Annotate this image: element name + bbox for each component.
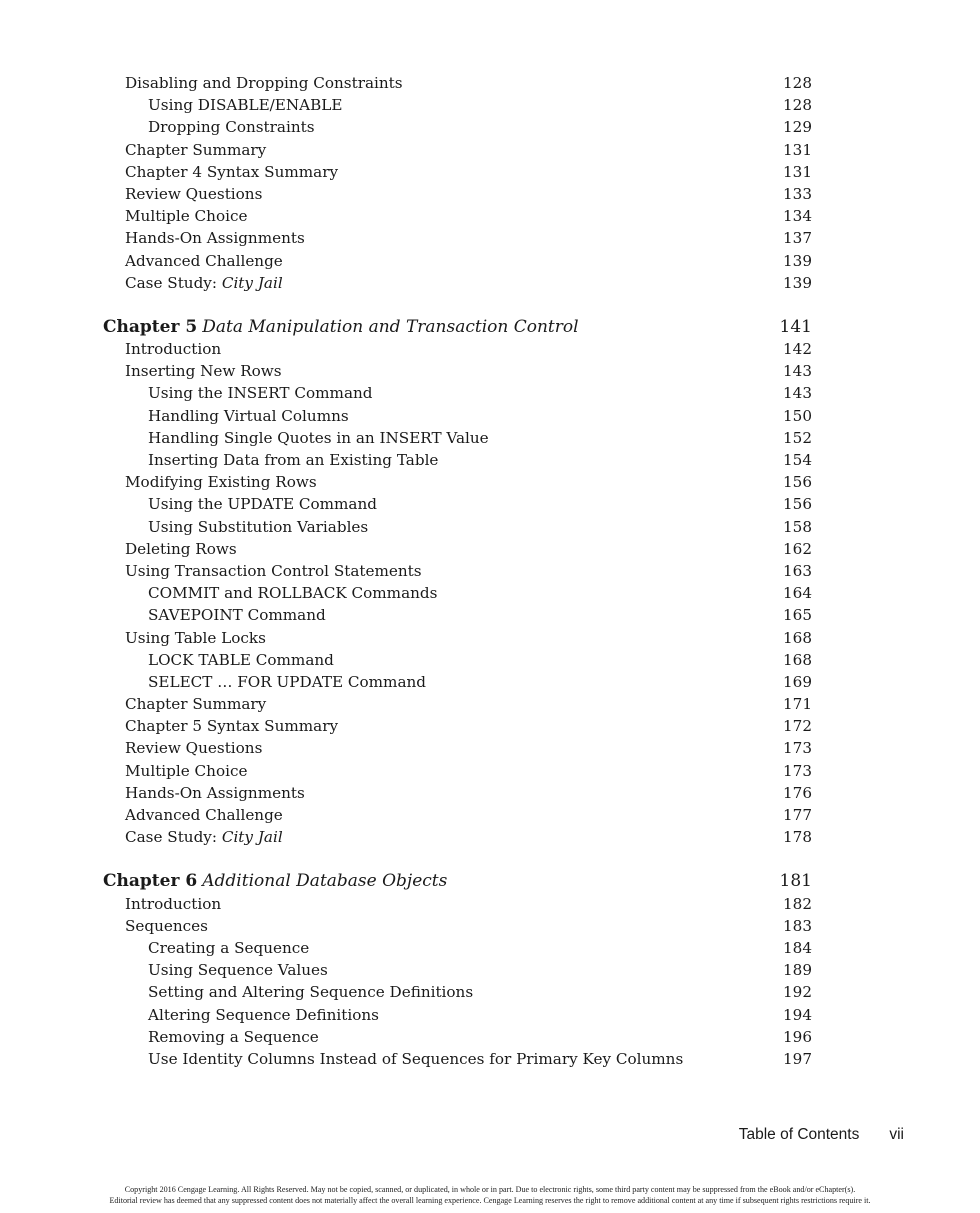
toc-subsection-entry	[0, 516, 980, 538]
toc-subsection-entry	[0, 1004, 980, 1026]
toc-entry-text: Removing a Sequence	[148, 1027, 319, 1046]
toc-page-number: 181	[779, 871, 812, 892]
toc-entry-title	[125, 161, 338, 183]
toc-entry-title	[125, 72, 403, 94]
toc-page-number: 137	[783, 229, 812, 248]
toc-page-number: 192	[783, 983, 812, 1002]
toc-subsection-entry	[0, 94, 980, 116]
toc-page-number: 129	[783, 118, 812, 137]
copyright-line-1: Copyright 2016 Cengage Learning. All Rights Reserved. May not be copied, scanned, or duplicated, in whole or in part. Due to electronic rights, some third party content may be suppressed from the eBook and/or eChapter(s).	[124, 1185, 856, 1194]
toc-subsection-entry	[0, 1048, 980, 1070]
toc-page-number: 139	[783, 273, 812, 292]
toc-section-entry	[0, 915, 980, 937]
toc-entry-text: Sequences	[125, 916, 208, 935]
chapter-heading	[0, 870, 980, 892]
toc-subsection-entry	[0, 981, 980, 1003]
toc-section-entry	[0, 227, 980, 249]
toc-page-number: 168	[783, 650, 812, 669]
toc-subsection-entry	[0, 582, 980, 604]
toc-page-number: 165	[783, 606, 812, 625]
toc-entry-title	[125, 782, 305, 804]
toc-page-number: 184	[783, 938, 812, 957]
toc-section-entry	[0, 471, 980, 493]
toc-entry-title	[148, 516, 368, 538]
toc-page-number: 182	[783, 894, 812, 913]
toc-entry-title	[125, 205, 247, 227]
toc-subsection-entry	[0, 382, 980, 404]
toc-entry-title	[125, 693, 266, 715]
toc-section-entry	[0, 272, 980, 294]
running-footer	[739, 1126, 904, 1144]
toc-entry-title	[148, 1004, 379, 1026]
toc-entry-text: Review Questions	[125, 184, 263, 203]
toc-page-number: 128	[783, 96, 812, 115]
toc-entry-title	[125, 272, 283, 294]
toc-subsection-entry	[0, 405, 980, 427]
toc-page-number: 150	[783, 406, 812, 425]
toc-section-entry	[0, 250, 980, 272]
toc-entry-text: Dropping Constraints	[148, 118, 315, 137]
toc-subsection-entry	[0, 427, 980, 449]
toc-entry-title	[148, 671, 426, 693]
toc-entry-title	[125, 338, 221, 360]
toc-entry-text: Case Study:	[125, 828, 222, 847]
toc-entry-text: Handling Virtual Columns	[148, 406, 349, 425]
toc-section-entry	[0, 782, 980, 804]
toc-entry-text: Using Substitution Variables	[148, 517, 369, 536]
toc-entry-title	[148, 405, 349, 427]
toc-entry-text: Deleting Rows	[125, 539, 237, 558]
toc-entry-italic: City Jail	[221, 273, 283, 292]
toc-page-number: 183	[783, 916, 812, 935]
toc-entry-title	[148, 449, 438, 471]
copyright-line-2: Editorial review has deemed that any suppressed content does not materially affect the overall learning experience. Cengage Learning reserves the right to remove additional content at any time if subsequent rights restrictions require it.	[109, 1195, 871, 1205]
toc-entry-title	[148, 382, 373, 404]
toc-page-number: 152	[783, 428, 812, 447]
toc-section-entry	[0, 72, 980, 94]
toc-entry-title	[148, 1026, 319, 1048]
toc-entry-text: Handling Single Quotes in an INSERT Value	[148, 428, 489, 447]
toc-entry-text: Inserting Data from an Existing Table	[148, 451, 439, 469]
toc-page-number: 143	[783, 384, 812, 403]
toc-section-entry	[0, 893, 980, 915]
toc-entry-text: Review Questions	[125, 739, 263, 758]
toc-page-number: 163	[783, 561, 812, 580]
toc-entry-title	[125, 183, 262, 205]
toc-page-number: 131	[783, 140, 812, 159]
chapter-title: Data Manipulation and Transaction Control	[202, 316, 579, 337]
chapter-title: Additional Database Objects	[202, 871, 448, 892]
toc-entry-text: Using Table Locks	[125, 628, 266, 647]
toc-section-entry	[0, 693, 980, 715]
toc-section-entry	[0, 760, 980, 782]
toc-entry-text: Creating a Sequence	[148, 938, 310, 957]
toc-entry-title	[148, 981, 473, 1003]
toc-entry-text: Multiple Choice	[125, 207, 248, 226]
toc-entry-title	[148, 427, 489, 449]
toc-entry-title	[148, 94, 342, 116]
toc-page-number: 178	[783, 828, 812, 847]
toc-page-number: 168	[783, 628, 812, 647]
toc-entry-text: Chapter 5 Syntax Summary	[125, 717, 339, 736]
toc-section-entry	[0, 627, 980, 649]
toc-page-number: 173	[783, 761, 812, 780]
toc-section-entry	[0, 139, 980, 161]
toc-entry-text: Setting and Altering Sequence Definitions	[148, 983, 474, 1002]
toc-entry-text: Inserting New Rows	[125, 362, 282, 381]
toc-entry-title	[148, 116, 315, 138]
toc-entry-text: Using the UPDATE Command	[148, 495, 377, 514]
toc-entry-text: Case Study:	[125, 273, 222, 292]
toc-entry-title	[125, 360, 282, 382]
toc-subsection-entry	[0, 959, 980, 981]
toc-entry-title	[125, 737, 262, 759]
toc-section-entry	[0, 715, 980, 737]
toc-page-number: 169	[783, 672, 812, 691]
toc-page-number: 156	[783, 473, 812, 492]
toc-page-number: 142	[783, 340, 812, 359]
toc-entry-title	[148, 493, 377, 515]
toc-entry-title	[125, 139, 266, 161]
toc-subsection-entry	[0, 493, 980, 515]
toc-page-number: 156	[783, 495, 812, 514]
toc-page-number: 164	[783, 584, 812, 603]
toc-entry-text: COMMIT and ROLLBACK Commands	[148, 584, 438, 603]
toc-entry-title	[148, 604, 326, 626]
toc-section-entry	[0, 338, 980, 360]
toc-subsection-entry	[0, 1026, 980, 1048]
toc-entry-title	[125, 227, 305, 249]
toc-page-number: 128	[783, 74, 812, 92]
toc-page-number: 141	[779, 316, 812, 337]
toc-section-entry	[0, 183, 980, 205]
toc-entry-text: Hands-On Assignments	[125, 229, 305, 248]
table-of-contents	[0, 72, 980, 1070]
toc-entry-text: Introduction	[125, 894, 222, 913]
toc-entry-title	[148, 937, 309, 959]
toc-entry-text: Introduction	[125, 340, 222, 359]
toc-section-entry	[0, 560, 980, 582]
chapter-word: Chapter	[103, 871, 180, 892]
toc-page-number: 172	[783, 717, 812, 736]
chapter-word: Chapter	[103, 316, 180, 337]
footer-section-label: Table of Contents	[738, 1126, 860, 1143]
chapter-heading-label	[103, 316, 579, 338]
toc-entry-text: SELECT … FOR UPDATE Command	[148, 672, 427, 691]
toc-subsection-entry	[0, 116, 980, 138]
toc-section-entry	[0, 804, 980, 826]
toc-entry-title	[125, 250, 283, 272]
toc-page-number: 189	[783, 961, 812, 980]
toc-entry-text: Using Transaction Control Statements	[125, 561, 422, 580]
toc-entry-title	[125, 627, 266, 649]
toc-page-number: 173	[783, 739, 812, 758]
toc-section-entry	[0, 538, 980, 560]
toc-entry-text: Chapter 4 Syntax Summary	[125, 162, 339, 181]
toc-page-number: 158	[783, 517, 812, 536]
toc-entry-title	[125, 893, 221, 915]
toc-entry-text: Using the INSERT Command	[148, 384, 373, 403]
toc-section-entry	[0, 360, 980, 382]
toc-subsection-entry	[0, 449, 980, 471]
toc-page-number: 176	[783, 783, 812, 802]
toc-page-number: 143	[783, 362, 812, 381]
toc-section-entry	[0, 161, 980, 183]
toc-entry-title	[148, 1048, 683, 1070]
toc-entry-text: Using DISABLE/ENABLE	[148, 96, 343, 115]
toc-entry-text: Use Identity Columns Instead of Sequences for Primary Key Columns	[148, 1049, 684, 1068]
toc-entry-text: Advanced Challenge	[125, 251, 283, 270]
chapter-heading	[0, 316, 980, 338]
toc-entry-title	[125, 915, 208, 937]
toc-entry-title	[125, 715, 338, 737]
chapter-number: 6	[185, 871, 198, 892]
toc-subsection-entry	[0, 649, 980, 671]
toc-entry-title	[148, 959, 328, 981]
toc-subsection-entry	[0, 937, 980, 959]
toc-entry-text: LOCK TABLE Command	[148, 650, 334, 669]
toc-entry-text: Disabling and Dropping Constraints	[125, 74, 403, 92]
toc-entry-title	[125, 826, 283, 848]
toc-entry-text: Chapter Summary	[125, 695, 267, 714]
toc-section-entry	[0, 737, 980, 759]
toc-page-number: 197	[783, 1049, 812, 1068]
footer-page-number: vii	[889, 1126, 904, 1143]
toc-entry-text: Multiple Choice	[125, 761, 248, 780]
toc-entry-text: Chapter Summary	[125, 140, 267, 159]
toc-entry-title	[125, 804, 283, 826]
toc-page-number: 162	[783, 539, 812, 558]
toc-subsection-entry	[0, 671, 980, 693]
toc-page-number: 177	[783, 806, 812, 824]
toc-entry-title	[125, 560, 422, 582]
toc-entry-title	[148, 582, 437, 604]
toc-entry-text: SAVEPOINT Command	[148, 606, 326, 625]
toc-page-number: 154	[783, 451, 812, 469]
toc-section-entry	[0, 205, 980, 227]
toc-entry-title	[125, 471, 317, 493]
toc-subsection-entry	[0, 604, 980, 626]
toc-page-number: 194	[783, 1005, 812, 1024]
toc-entry-title	[148, 649, 334, 671]
toc-entry-title	[125, 760, 247, 782]
toc-page-number: 171	[783, 695, 812, 714]
copyright-notice	[0, 1185, 980, 1206]
toc-entry-text: Using Sequence Values	[148, 961, 328, 980]
toc-page-number: 134	[783, 207, 812, 226]
toc-entry-text: Advanced Challenge	[125, 806, 283, 824]
toc-page-number: 131	[783, 162, 812, 181]
chapter-heading-label	[103, 870, 447, 892]
toc-page-number: 139	[783, 251, 812, 270]
toc-page-number: 196	[783, 1027, 812, 1046]
toc-entry-text: Altering Sequence Definitions	[148, 1005, 379, 1024]
toc-entry-title	[125, 538, 237, 560]
chapter-number: 5	[185, 316, 198, 337]
toc-entry-text: Modifying Existing Rows	[125, 473, 317, 492]
toc-entry-text: Hands-On Assignments	[125, 783, 305, 802]
toc-section-entry	[0, 826, 980, 848]
toc-entry-italic: City Jail	[221, 828, 283, 847]
toc-page-number: 133	[783, 184, 812, 203]
